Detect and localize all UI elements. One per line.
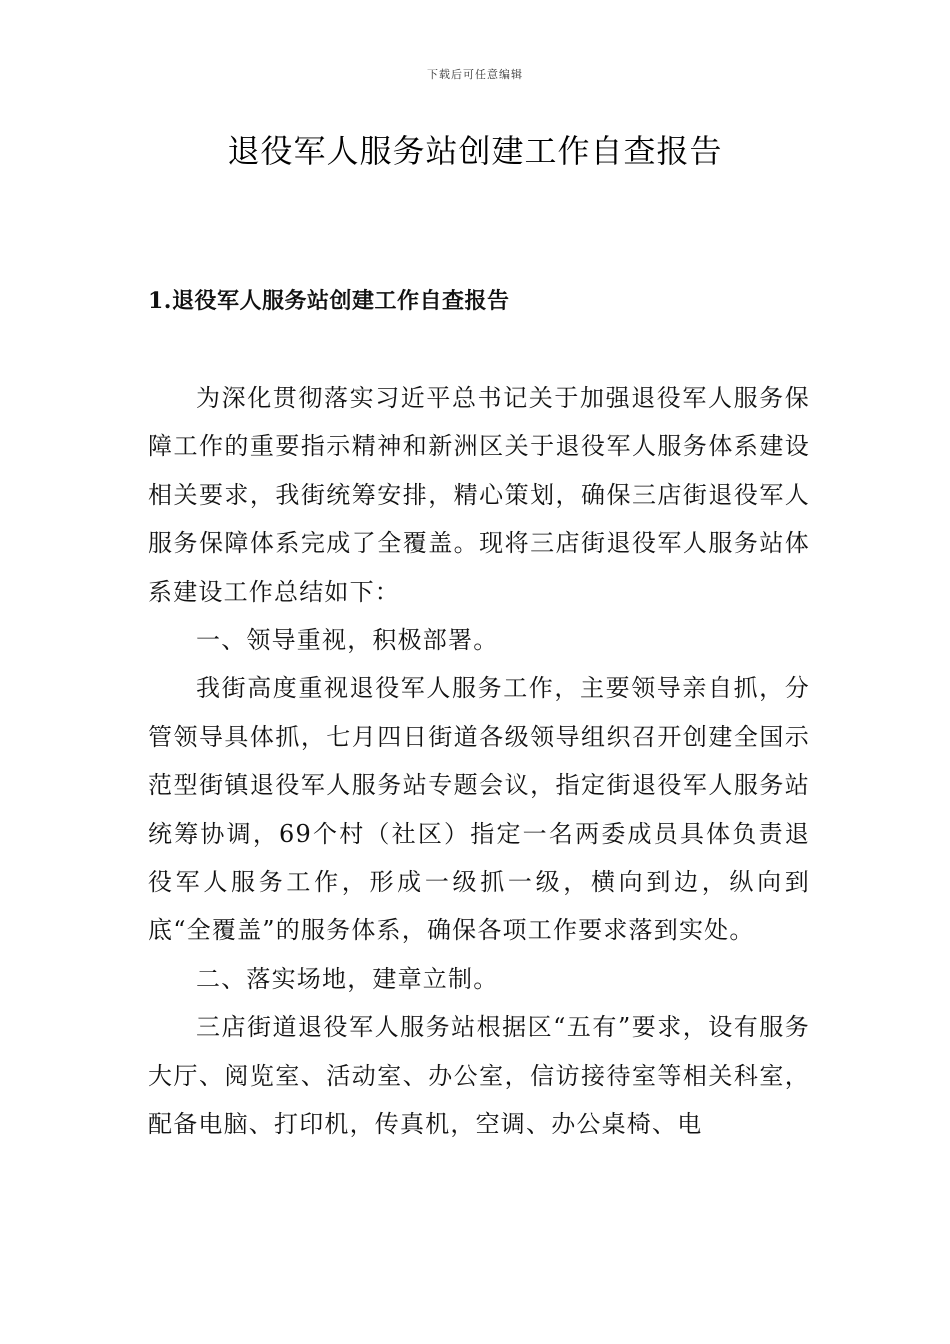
document-body xyxy=(148,374,810,1149)
section-heading: 1.退役军人服务站创建工作自查报告 xyxy=(148,288,510,314)
paragraph-heading-2: 二、落实场地，建章立制。 xyxy=(196,964,499,993)
paragraph-intro: 为深化贯彻落实习近平总书记关于加强退役军人服务保障工作的重要指示精神和新洲区关于退役军人服务体系建设相关要求，我街统筹安排，精心策划，确保三店街退役军人服务保障体系完成了全覆盖。现将三店街退役军人服务站体系建设工作总结如下： xyxy=(148,384,810,606)
paragraph-heading-1: 一、领导重视，积极部署。 xyxy=(196,626,499,655)
header-note: 下载后可任意编辑 xyxy=(427,68,523,81)
paragraph-facilities: 三店街道退役军人服务站根据区“五有”要求，设有服务大厅、阅览室、活动室、办公室，信访接待室等相关科室，配备电脑、打印机，传真机，空调、办公桌椅、电 xyxy=(148,1013,810,1139)
paragraph-leadership: 我街高度重视退役军人服务工作，主要领导亲自抓，分管领导具体抓，七月四日街道各级领导组织召开创建全国示范型街镇退役军人服务站专题会议，指定街退役军人服务站统筹协调，69个村（社区）指定一名两委成员具体负责退役军人服务工作，形成一级抓一级，横向到边，纵向到底“全覆盖”的服务体系，确保各项工作要求落到实处。 xyxy=(148,674,810,945)
document-title: 退役军人服务站创建工作自查报告 xyxy=(227,132,723,170)
